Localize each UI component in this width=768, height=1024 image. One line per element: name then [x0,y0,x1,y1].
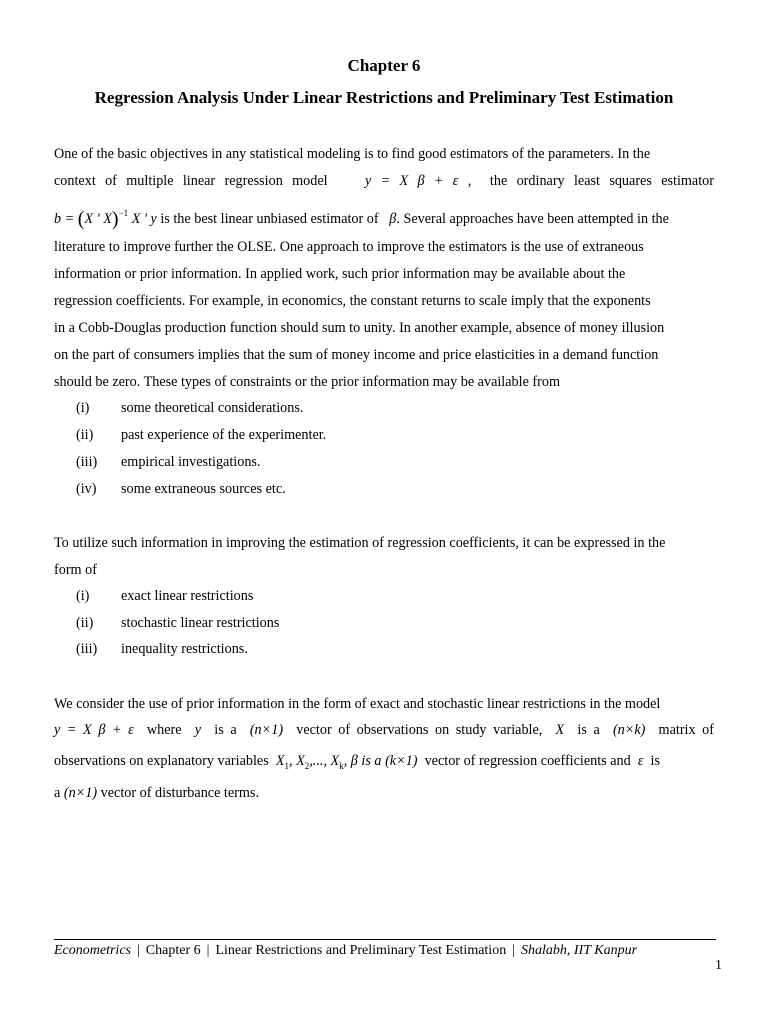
para3-line1: We consider the use of prior information in the form of exact and stochastic linear restrictions in the model [54,696,661,712]
footer-author: Shalabh, IIT Kanpur [521,943,638,958]
list-item-number: (i) [76,588,90,604]
para2-line2: form of [54,562,97,578]
list-item: stochastic linear restrictions [121,615,280,631]
footer-book: Econometrics [54,943,131,958]
para3-line4: a (n×1) vector of disturbance terms. [54,785,259,801]
list-item: some extraneous sources etc. [121,481,286,497]
list-item: inequality restrictions. [121,641,248,657]
list-item-number: (ii) [76,427,94,443]
footer: Econometrics | Chapter 6 | Linear Restrictions and Preliminary Test Estimation | Shalabh, IIT Kanpur [54,943,638,958]
footer-divider [54,939,716,940]
list-item: some theoretical considerations. [121,400,304,416]
chapter-heading: Chapter 6 [347,56,421,75]
para1-line6: regression coefficients. For example, in economics, the constant returns to scale imply that the exponents [54,293,651,309]
para3-line2: y = X β + ε where y is a (n×1) vector of observations on study variable, X is a (n×k) matrix of [54,722,714,738]
para1-line3: b = (X ' X)$^{-1}$ X ' y is the best linear unbiased estimator of β. Several approaches have been attempted in the [54,208,669,230]
para2-line1: To utilize such information in improving the estimation of regression coefficients, it can be expressed in the [54,535,666,551]
list-item-number: (ii) [76,615,94,631]
list-item-number: (i) [76,400,90,416]
list-item: exact linear restrictions [121,588,254,604]
model-equation: y = X β + ε , [364,173,472,189]
chapter-title: Regression Analysis Under Linear Restrictions and Preliminary Test Estimation [94,88,674,107]
list-item-number: (iii) [76,641,98,657]
list-item: empirical investigations. [121,454,261,470]
para1-line2: context of multiple linear regression model y = X β + ε , the ordinary least squares estimator [54,173,714,189]
list-item-number: (iv) [76,481,97,497]
para1-line5: information or prior information. In applied work, such prior information may be available about the [54,266,626,282]
para3-line3: observations on explanatory variables $X_1$, $X_2$,..., $X_k$, β is a (k×1) vector of regression coefficients and ε is [54,753,660,771]
list-item-number: (iii) [76,454,98,470]
footer-chapter: Chapter 6 [145,943,201,958]
para1-line1: One of the basic objectives in any statistical modeling is to find good estimators of the parameters. In the [54,146,651,162]
list-item: past experience of the experimenter. [121,427,327,443]
para1-line9: should be zero. These types of constraints or the prior information may be available from [54,374,561,390]
para1-line8: on the part of consumers implies that the sum of money income and price elasticities in a demand function [54,347,659,363]
para1-line7: in a Cobb-Douglas production function should sum to unity. In another example, absence of money illusion [54,320,665,336]
footer-topic: Linear Restrictions and Preliminary Test Estimation [215,943,507,958]
page-number: 1 [715,958,722,973]
para1-line4: literature to improve further the OLSE. One approach to improve the estimators is the use of extraneous [54,239,644,255]
